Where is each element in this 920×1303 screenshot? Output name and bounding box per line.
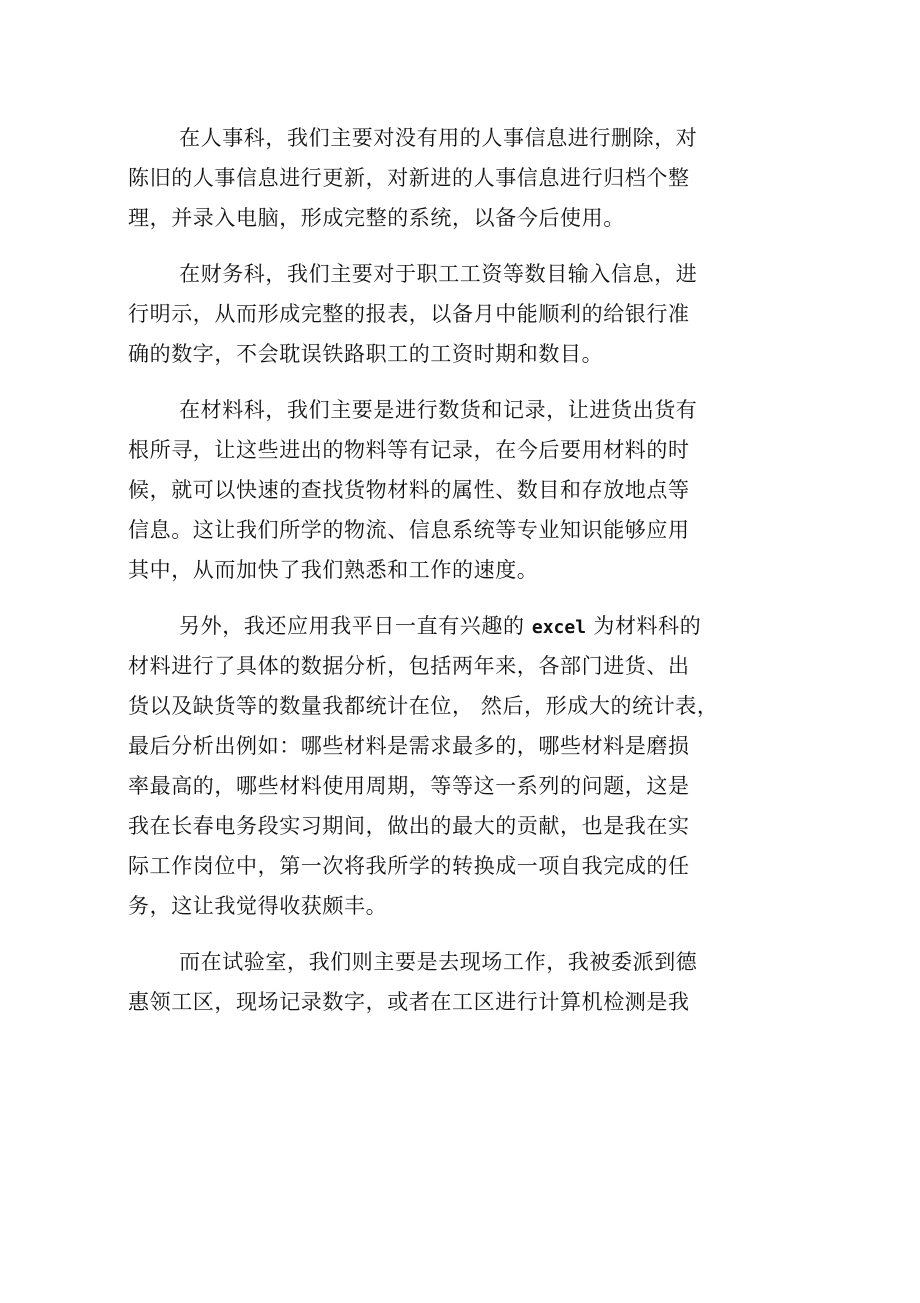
text-line: 其中，从而加快了我们熟悉和工作的速度。	[128, 558, 539, 582]
text-line	[128, 606, 708, 646]
text-line: 惠领工区，现场记录数字，或者在工区进行计算机检测是我	[128, 990, 690, 1014]
text-line: 货以及缺货等的数量我都统计在位， 然后，形成大的统计表，	[128, 694, 719, 718]
text-line: 我在长春电务段实习期间，做出的最大的贡献，也是我在实	[128, 814, 690, 838]
excel-keyword: excel	[531, 617, 587, 638]
text-line: 率最高的，哪些材料使用周期，等等这一系列的问题，这是	[128, 774, 690, 798]
text-line: 候，就可以快速的查找货物材料的属性、数目和存放地点等	[128, 478, 690, 502]
paragraph-excel-analysis	[128, 606, 719, 926]
text-line: 际工作岗位中，第一次将我所学的转换成一项自我完成的任	[128, 854, 690, 878]
text-line: 行明示，从而形成完整的报表，以备月中能顺利的给银行准	[128, 302, 690, 326]
text-line: 根所寻，让这些进出的物料等有记录，在今后要用材料的时	[128, 438, 690, 462]
text-line: 确的数字，不会耽误铁路职工的工资时期和数目。	[128, 342, 604, 366]
paragraph-materials	[128, 390, 708, 590]
paragraph-personnel	[128, 118, 708, 238]
text-line: 材料进行了具体的数据分析，包括两年来，各部门进货、出	[128, 654, 690, 678]
paragraph-finance	[128, 254, 708, 374]
document-body	[128, 118, 719, 1038]
text-line: 信息。这让我们所学的物流、信息系统等专业知识能够应用	[128, 518, 690, 542]
text-line: 最后分析出例如：哪些材料是需求最多的，哪些材料是磨损	[128, 734, 690, 758]
text-line: 而在试验室，我们则主要是去现场工作，我被委派到德	[179, 950, 698, 974]
text-line: 务，这让我觉得收获颇丰。	[128, 894, 388, 918]
text-line: 在材料科，我们主要是进行数货和记录，让进货出货有	[179, 398, 698, 422]
text-line: 理，并录入电脑，形成完整的系统，以备今后使用。	[128, 206, 625, 230]
text-line: 在人事科，我们主要对没有用的人事信息进行删除，对	[179, 126, 698, 150]
text-line: 在财务科，我们主要对于职工工资等数目输入信息，进	[179, 262, 698, 286]
paragraph-laboratory	[128, 942, 708, 1022]
text-segment: 另外，我还应用我平日一直有兴趣的	[179, 614, 532, 638]
text-segment: 为材料科的	[586, 614, 702, 638]
text-line: 陈旧的人事信息进行更新，对新进的人事信息进行归档个整	[128, 166, 690, 190]
